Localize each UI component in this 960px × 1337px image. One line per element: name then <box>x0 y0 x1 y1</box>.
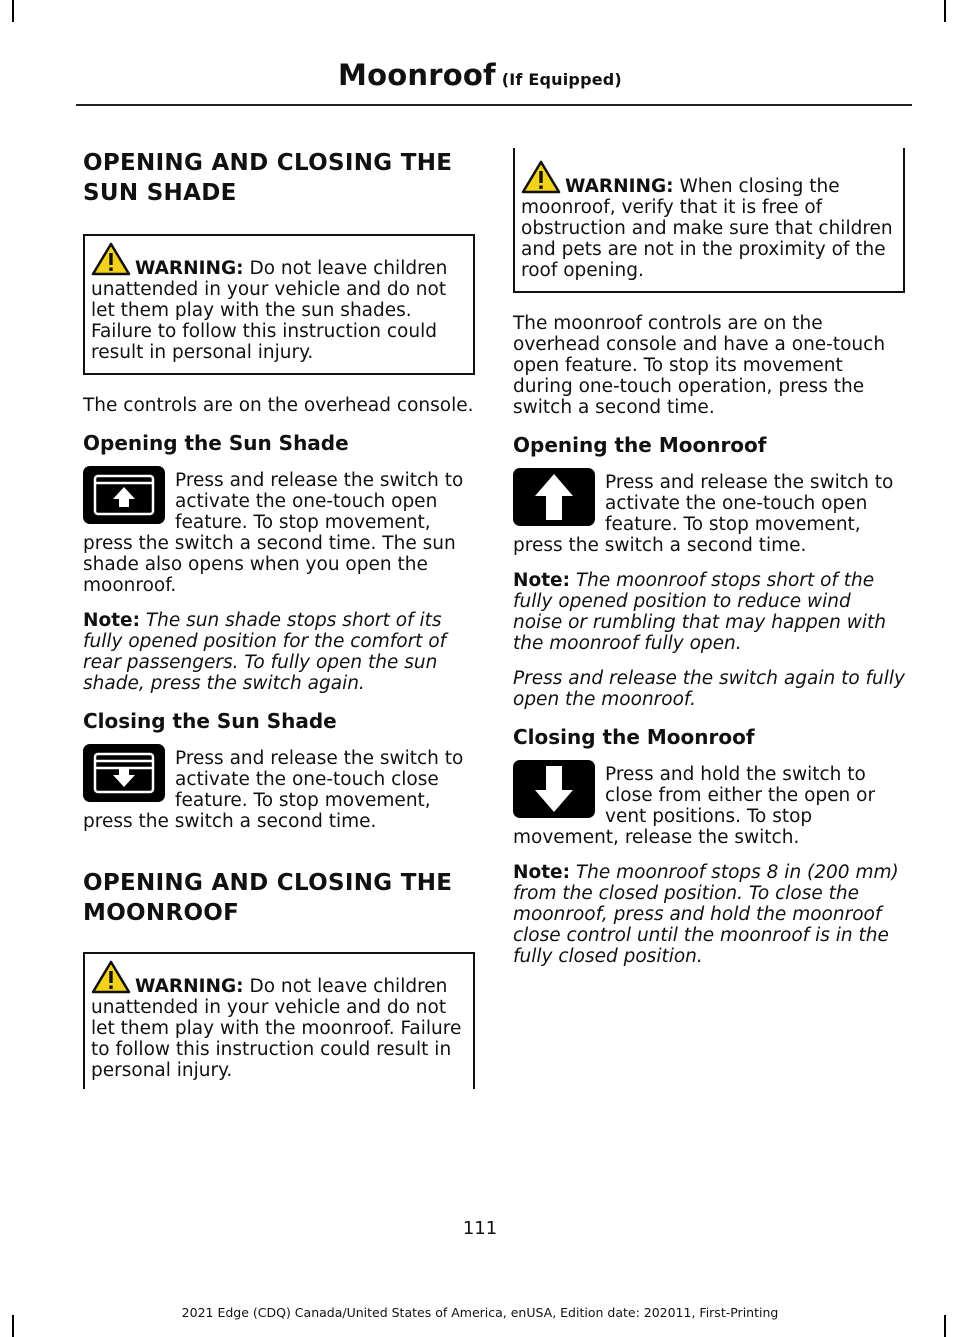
sunshade-close-icon <box>83 744 165 802</box>
warning-label: WARNING: <box>565 176 674 197</box>
crop-mark <box>944 0 946 22</box>
section-heading-moonroof: OPENING AND CLOSING THE MOONROOF <box>83 870 453 926</box>
opening-sunshade-block <box>83 470 475 596</box>
opening-moonroof-block <box>513 472 905 556</box>
warning-label: WARNING: <box>135 258 244 279</box>
sunshade-note: Note: The sun shade stops short of its fully opened position for the comfort of rear passengers. To fully open the sun shade, press the switch again. <box>83 610 447 694</box>
section-heading-sunshade: OPENING AND CLOSING THE SUN SHADE <box>83 150 453 206</box>
warning-label: WARNING: <box>135 976 244 997</box>
closing-moonroof-note: Note: The moonroof stops 8 in (200 mm) from the closed position. To close the moonroof, press and hold the moonroof close control until the moonroof is in the fully closed position. <box>513 862 899 967</box>
edition-text: 2021 Edge (CDQ) Canada/United States of America, enUSA, Edition date: 202011, First-Printing <box>181 1305 779 1320</box>
moonroof-close-arrow-icon <box>513 760 595 818</box>
left-column <box>83 148 475 1089</box>
warning-text: When closing the moonroof, verify that it is free of obstruction and make sure that children and pets are not in the proximity of the roof opening. <box>521 176 893 281</box>
subheading-closing-sunshade: Closing the Sun Shade <box>83 709 337 733</box>
warning-box <box>513 148 905 293</box>
opening-sunshade-text: Press and release the switch to activate the one-touch open feature. To stop movement, press the switch a second time. The sun shade also opens when you open the moonroof. <box>83 470 464 596</box>
warning-text: Do not leave children unattended in your vehicle and do not let them play with the sun shades. Failure to follow this instruction could result in personal injury. <box>91 258 448 363</box>
controls-text: The controls are on the overhead console. <box>83 395 474 416</box>
warning-triangle-icon <box>91 242 131 276</box>
warning-box <box>83 952 475 1089</box>
closing-moonroof-text: Press and hold the switch to close from either the open or vent positions. To stop movement, release the switch. <box>513 764 876 848</box>
closing-moonroof-block <box>513 764 905 848</box>
subheading-opening-sunshade: Opening the Sun Shade <box>83 431 349 455</box>
moonroof-open-arrow-icon <box>513 468 595 526</box>
sunshade-open-icon <box>83 466 165 524</box>
closing-sunshade-block <box>83 748 475 832</box>
warning-triangle-icon <box>91 960 131 994</box>
crop-mark <box>12 0 14 22</box>
closing-sunshade-text: Press and release the switch to activate the one-touch close feature. To stop movement, press the switch a second time. <box>83 748 464 832</box>
warning-box <box>83 234 475 375</box>
subheading-opening-moonroof: Opening the Moonroof <box>513 433 767 457</box>
moonroof-note: Note: The moonroof stops short of the fully opened position to reduce wind noise or rumbling that may happen with the moonroof fully open. <box>513 570 887 654</box>
moonroof-controls-text: The moonroof controls are on the overhead console and have a one-touch open feature. To stop its movement during one-touch operation, press the switch a second time. <box>513 313 886 418</box>
warning-text: Do not leave children unattended in your vehicle and do not let them play with the moonroof. Failure to follow this instruction could result in personal injury. <box>91 976 462 1081</box>
header-subtitle: (If Equipped) <box>501 70 622 89</box>
header-rule <box>76 104 912 106</box>
header-title: Moonroof <box>338 58 496 92</box>
page-header <box>0 58 960 92</box>
opening-moonroof-text: Press and release the switch to activate the one-touch open feature. To stop movement, press the switch a second time. <box>513 472 894 556</box>
page-number: 111 <box>462 1218 498 1239</box>
right-column <box>513 148 905 981</box>
subheading-closing-moonroof: Closing the Moonroof <box>513 725 755 749</box>
moonroof-extra-text: Press and release the switch again to fully open the moonroof. <box>513 668 905 710</box>
warning-triangle-icon <box>521 160 561 194</box>
